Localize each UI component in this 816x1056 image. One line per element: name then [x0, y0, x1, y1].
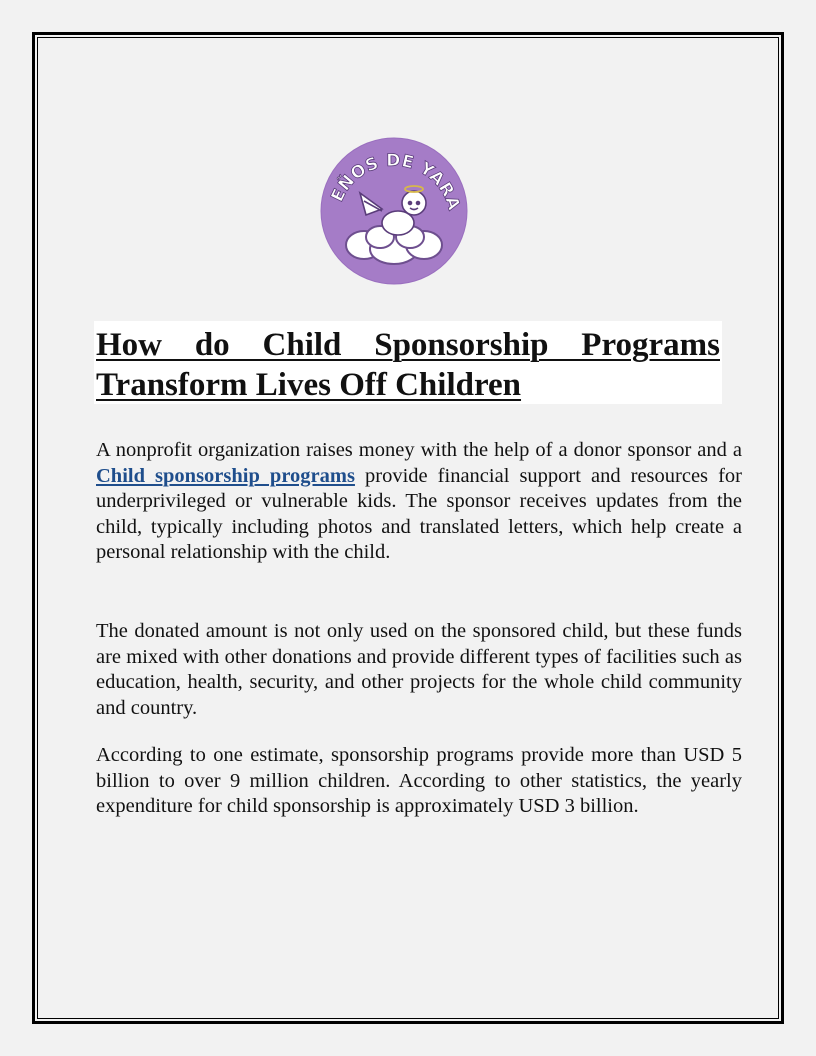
- title-box: [94, 321, 722, 404]
- logo-graphic: [320, 137, 468, 285]
- paragraph-3: [96, 743, 742, 820]
- paragraph-2: [96, 619, 742, 721]
- paragraph-3-text: According to one estimate, sponsorship programs provide more than USD 5 billion to over 9 million children. According to other statistics, the yearly expenditure for child sponsorship is approximately USD 3 billion.: [96, 744, 742, 817]
- paragraph-1-text-before: A nonprofit organization raises money with the help of a donor sponsor and a: [96, 439, 742, 461]
- logo: [320, 137, 468, 285]
- page-title: How do Child Sponsorship Programs Transform Lives Off Children: [96, 327, 720, 403]
- paragraph-1: [96, 438, 742, 566]
- paragraph-1-text-after: provide financial support and resources for underprivileged or vulnerable kids. The sponsor receives updates from the child, typically including photos and translated letters, which help create a personal relationship with the child.: [96, 464, 742, 563]
- paragraph-2-text: The donated amount is not only used on the sponsored child, but these funds are mixed with other donations and provide different types of facilities such as education, health, security, and other projects for the whole child community and country.: [96, 620, 742, 719]
- child-sponsorship-link[interactable]: Child sponsorship programs: [96, 464, 355, 487]
- logo-text: EÑOS DE YARA: [327, 150, 464, 214]
